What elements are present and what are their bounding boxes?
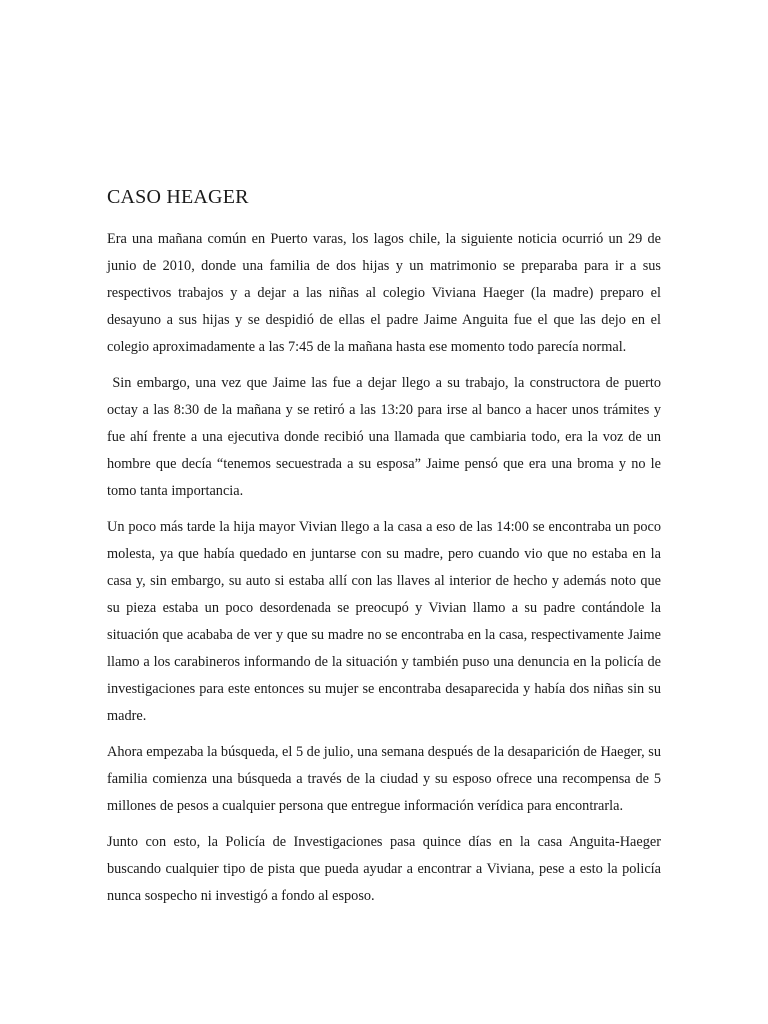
- paragraph-1: Era una mañana común en Puerto varas, los lagos chile, la siguiente noticia ocurrió un 29 de junio de 2010, donde una familia de dos hijas y un matrimonio se preparaba para ir a sus respectivos trabajos y a dejar a las niñas al colegio Viviana Haeger (la madre) preparo el desayuno a sus hijas y se despidió de ellas el padre Jaime Anguita fue el que las dejo en el colegio aproximadamente a las 7:45 de la mañana hasta ese momento todo parecía normal.: [107, 231, 661, 355]
- paragraph-3: Un poco más tarde la hija mayor Vivian llego a la casa a eso de las 14:00 se encontraba un poco molesta, ya que había quedado en juntarse con su madre, pero cuando vio que no estaba en la casa y, sin embargo, su auto si estaba allí con las llaves al interior de hecho y además noto que su pieza estaba un poco desordenada se preocupó y Vivian llamo a su padre contándole la situación que acababa de ver y que su madre no se encontraba en la casa, respectivamente Jaime llamo a los carabineros informando de la situación y también puso una denuncia en la policía de investigaciones para este entonces su mujer se encontraba desaparecida y había dos niñas sin su madre.: [107, 519, 661, 724]
- paragraph-4: Ahora empezaba la búsqueda, el 5 de julio, una semana después de la desaparición de Haeger, su familia comienza una búsqueda a través de la ciudad y su esposo ofrece una recompensa de 5 millones de pesos a cualquier persona que entregue información verídica para encontrarla.: [107, 744, 662, 814]
- paragraph-2: Sin embargo, una vez que Jaime las fue a dejar llego a su trabajo, la constructora de puerto octay a las 8:30 de la mañana y se retiró a las 13:20 para irse al banco a hacer unos trámites y fue ahí frente a una ejecutiva donde recibió una llamada que cambiaria todo, era la voz de un hombre que decía “tenemos secuestrada a su esposa” Jaime pensó que era una broma y no le tomo tanta importancia.: [107, 375, 665, 499]
- paragraph-5: Junto con esto, la Policía de Investigaciones pasa quince días en la casa Anguita-Haeger buscando cualquier tipo de pista que pueda ayudar a encontrar a Viviana, pese a esto la policía nunca sospecho ni investigó a fondo al esposo.: [107, 834, 661, 904]
- document-body: [107, 226, 665, 919]
- document-title: CASO HEAGER: [107, 186, 249, 208]
